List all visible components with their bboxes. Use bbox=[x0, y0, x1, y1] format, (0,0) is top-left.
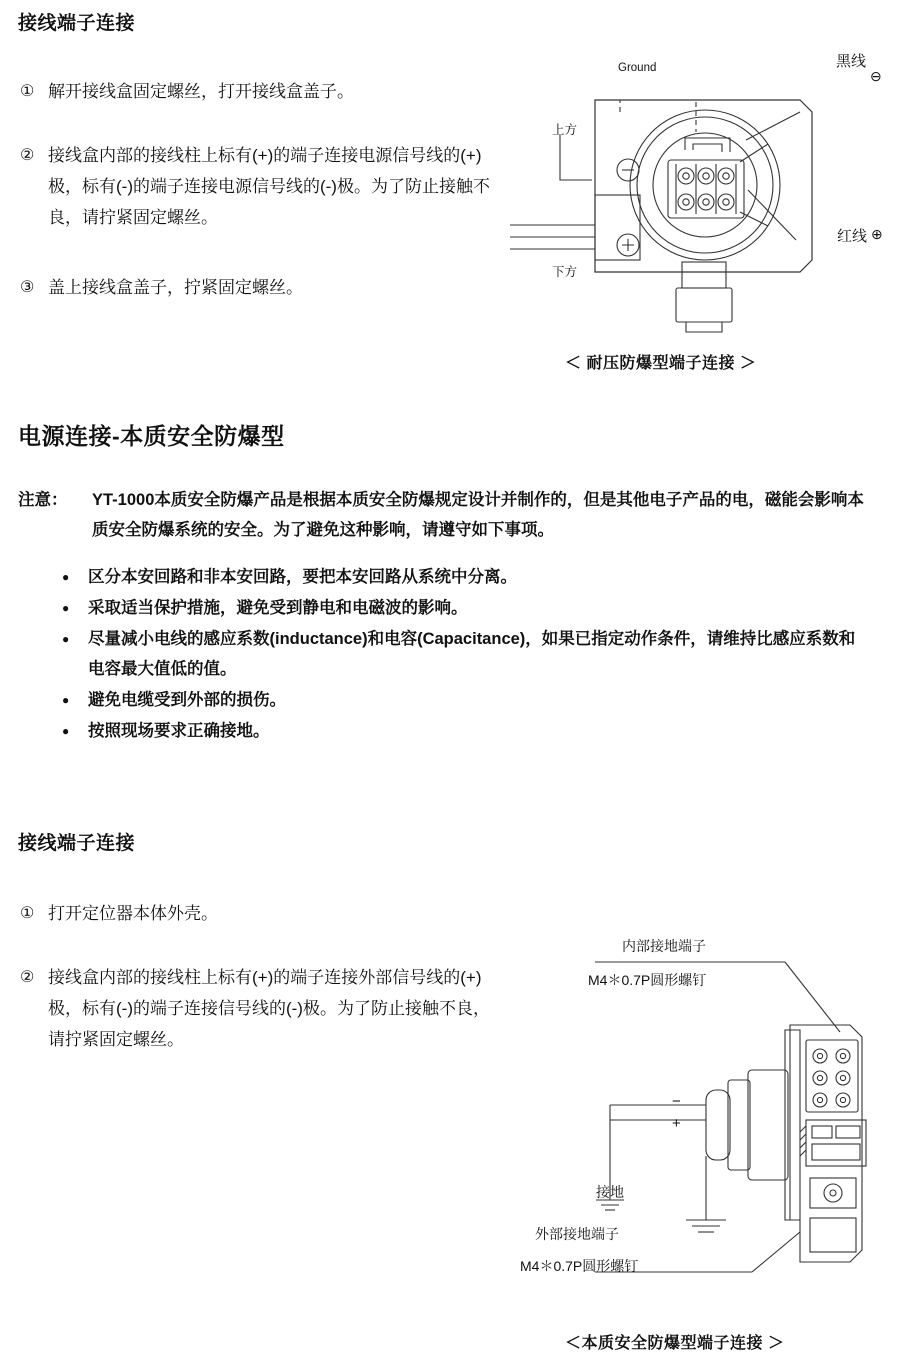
figure-label-upper: 上方 bbox=[552, 123, 578, 137]
note-block bbox=[18, 485, 880, 545]
figure-label-minus: − bbox=[672, 1093, 681, 1110]
list-text: 解开接线盒固定螺丝，打开接线盒盖子。 bbox=[48, 82, 354, 101]
list-text: 盖上接线盒盖子，拧紧固定螺丝。 bbox=[48, 278, 303, 297]
list-item bbox=[60, 716, 870, 746]
figure-label-inner-screw: M4＊0.7P圆形螺钉 bbox=[588, 972, 707, 988]
list-item bbox=[20, 76, 490, 107]
figure-label-minus: ⊖ bbox=[870, 68, 882, 84]
bullet-icon: ● bbox=[62, 693, 70, 707]
figure-flameproof-terminal bbox=[500, 40, 890, 340]
note-bold-lead: YT-1000 bbox=[92, 491, 155, 509]
list-item bbox=[20, 898, 490, 929]
bullet-icon: ● bbox=[62, 724, 70, 738]
figure-label-black-wire: 黑线 bbox=[836, 53, 867, 70]
figure-label-outer-screw: M4＊0.7P圆形螺钉 bbox=[520, 1258, 639, 1274]
list-item bbox=[60, 624, 870, 684]
bullet-icon: ● bbox=[62, 632, 70, 646]
list-text: 打开定位器本体外壳。 bbox=[48, 904, 218, 923]
list-marker: ② bbox=[20, 969, 35, 986]
list-item bbox=[60, 685, 870, 715]
list-text: 避免电缆受到外部的损伤。 bbox=[88, 691, 286, 709]
figure-label-red-wire: 红线 bbox=[837, 228, 868, 245]
figure-label-ground: Ground bbox=[618, 62, 657, 74]
list-marker: ③ bbox=[20, 279, 35, 296]
figure-label-plus: ⊕ bbox=[871, 226, 883, 242]
note-body bbox=[92, 485, 880, 545]
note-label: 注意： bbox=[18, 491, 68, 509]
bullet-icon: ● bbox=[62, 601, 70, 615]
list-marker: ① bbox=[20, 905, 35, 922]
list-text: 区分本安回路和非本安回路，要把本安回路从系统中分离。 bbox=[88, 568, 517, 586]
list-item bbox=[60, 593, 870, 623]
list-text: 尽量减小电线的感应系数(inductance)和电容(Capacitance)，如果已指定动作条件，请维持比感应系数和电容最大值低的值。 bbox=[88, 630, 856, 678]
figure-label-ground: 接地 bbox=[596, 1184, 624, 1200]
list-text: 接线盒内部的接线柱上标有(+)的端子连接外部信号线的(+)极，标有(-)的端子连接信号线的(-)极。为了防止接触不良，请拧紧固定螺丝。 bbox=[48, 968, 490, 1049]
figure-flameproof-drawing bbox=[500, 40, 890, 340]
figure-label-lower: 下方 bbox=[552, 265, 578, 279]
figure2-caption: ＜本质安全防爆型端子连接 ＞ bbox=[565, 1335, 785, 1352]
figure-intrinsic-safe-terminal bbox=[500, 920, 890, 1300]
section2-heading: 电源连接-本质安全防爆型 bbox=[18, 423, 285, 449]
list-text: 接线盒内部的接线柱上标有(+)的端子连接电源信号线的(+)极，标有(-)的端子连接电源信号线的(-)极。为了防止接触不良，请拧紧固定螺丝。 bbox=[48, 146, 490, 227]
list-text: 采取适当保护措施，避免受到静电和电磁波的影响。 bbox=[88, 599, 468, 617]
figure1-caption: ＜ 耐压防爆型端子连接 ＞ bbox=[565, 355, 757, 372]
list-marker: ① bbox=[20, 83, 35, 100]
note-text: 本质安全防爆产品是根据本质安全防爆规定设计并制作的，但是其他电子产品的电，磁能会影响本质安全防爆系统的安全。为了避免这种影响，请遵守如下事项。 bbox=[92, 491, 864, 539]
list-item bbox=[20, 272, 490, 303]
bullet-icon: ● bbox=[62, 570, 70, 584]
section1-heading: 接线端子连接 bbox=[18, 13, 136, 34]
list-item bbox=[20, 140, 490, 233]
bullet-list bbox=[60, 562, 870, 747]
list-item bbox=[20, 962, 490, 1055]
list-text: 按照现场要求正确接地。 bbox=[88, 722, 270, 740]
list-item bbox=[60, 562, 870, 592]
figure-label-outer-ground-terminal: 外部接地端子 bbox=[535, 1226, 619, 1242]
list-marker: ② bbox=[20, 147, 35, 164]
figure-label-inner-ground-terminal: 内部接地端子 bbox=[622, 938, 706, 954]
section3-heading: 接线端子连接 bbox=[18, 833, 136, 854]
figure-label-plus: + bbox=[672, 1115, 681, 1132]
